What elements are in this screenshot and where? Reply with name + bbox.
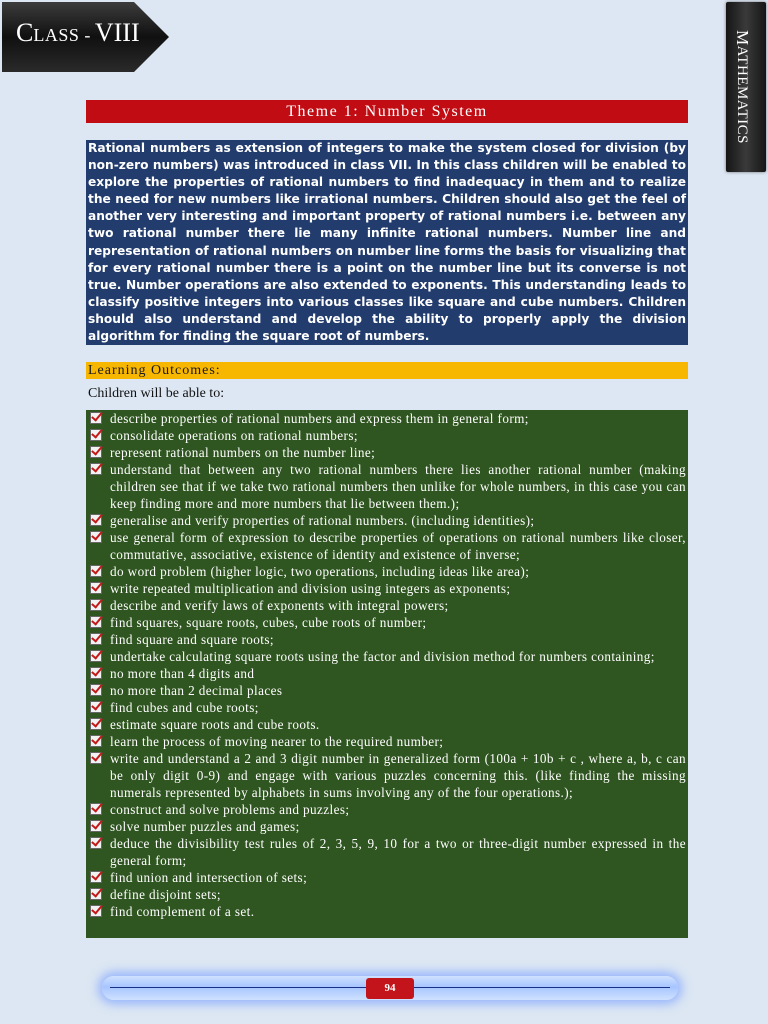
checkbox-icon <box>90 752 102 764</box>
outcome-text: write and understand a 2 and 3 digit number in generalized form (100a + 10b + c , where a, b, c can be only digit 0-9) and engage with various puzzles concerning this. (like finding the missing numerals represented by alphabets in sums involving any of the four operations.); <box>110 751 686 800</box>
outcome-text: find squares, square roots, cubes, cube roots of number; <box>110 615 427 630</box>
checkbox-icon <box>90 412 102 424</box>
outcome-text: describe properties of rational numbers and express them in general form; <box>110 411 529 426</box>
checkbox-icon <box>90 650 102 662</box>
outcome-item <box>90 614 686 631</box>
learning-outcomes-list <box>86 410 688 938</box>
checkbox-icon <box>90 633 102 645</box>
outcome-text: consolidate operations on rational numbers; <box>110 428 358 443</box>
outcome-item <box>90 903 686 920</box>
checkbox-icon <box>90 888 102 900</box>
outcome-item <box>90 580 686 597</box>
outcome-item <box>90 512 686 529</box>
outcome-list <box>90 410 686 920</box>
outcome-text: undertake calculating square roots using the factor and division method for numbers containing; <box>110 649 655 664</box>
outcome-text: no more than 2 decimal places <box>110 683 283 698</box>
outcome-item <box>90 648 686 665</box>
learning-outcomes-lead: Children will be able to: <box>88 386 225 401</box>
outcome-item <box>90 597 686 614</box>
checkbox-icon <box>90 429 102 441</box>
outcome-text: do word problem (higher logic, two operations, including ideas like area); <box>110 564 530 579</box>
intro-paragraph: Rational numbers as extension of integers to make the system closed for division (by non-zero numbers) was introduced in class VII. In this class children will be enabled to explore the properties of rational numbers to find inadequacy in them and to realize the need for new numbers like irrational numbers. Children should also get the feel of another very interesting and important property of rational numbers i.e. between any two rational number there lie many infinite rational numbers. Number line and representation of rational numbers on number line forms the basis for visualizing that for every rational number there is a point on the number line but its converse is not true. Number operations are also extended to exponents. This understanding leads to classify positive integers into various classes like square and cube numbers. Children should also understand and develop the ability to properly apply the division algorithm for finding the square root of numbers. <box>88 141 686 344</box>
outcome-item <box>90 631 686 648</box>
checkbox-icon <box>90 565 102 577</box>
class-number: VIII <box>94 18 140 47</box>
outcome-text: find complement of a set. <box>110 904 255 919</box>
outcome-item <box>90 801 686 818</box>
outcome-item <box>90 427 686 444</box>
checkbox-icon <box>90 905 102 917</box>
outcome-text: solve number puzzles and games; <box>110 819 300 834</box>
outcome-item <box>90 410 686 427</box>
outcome-text: find square and square roots; <box>110 632 274 647</box>
outcome-text: find union and intersection of sets; <box>110 870 308 885</box>
outcome-item <box>90 716 686 733</box>
checkbox-icon <box>90 582 102 594</box>
checkbox-icon <box>90 616 102 628</box>
checkbox-icon <box>90 667 102 679</box>
class-label: CLASS - VIII <box>16 18 140 47</box>
outcome-text: generalise and verify properties of rational numbers. (including identities); <box>110 513 535 528</box>
outcome-item <box>90 886 686 903</box>
outcome-text: define disjoint sets; <box>110 887 221 902</box>
theme-title: Theme 1: Number System <box>86 100 688 123</box>
subject-label: MATHEMATICS <box>733 30 752 144</box>
outcome-item <box>90 444 686 461</box>
checkbox-icon <box>90 531 102 543</box>
outcome-item <box>90 818 686 835</box>
checkbox-icon <box>90 871 102 883</box>
outcome-text: describe and verify laws of exponents with integral powers; <box>110 598 449 613</box>
checkbox-icon <box>90 803 102 815</box>
outcome-text: construct and solve problems and puzzles; <box>110 802 350 817</box>
outcome-text: learn the process of moving nearer to the required number; <box>110 734 444 749</box>
outcome-text: use general form of expression to describe properties of operations on rational numbers like closer, commutative, associative, existence of identity and existence of inverse; <box>110 530 686 562</box>
outcome-text: write repeated multiplication and division using integers as exponents; <box>110 581 511 596</box>
outcome-text: find cubes and cube roots; <box>110 700 259 715</box>
checkbox-icon <box>90 718 102 730</box>
outcome-item <box>90 699 686 716</box>
outcome-item <box>90 835 686 869</box>
subject-tab <box>726 2 766 172</box>
outcome-text: understand that between any two rational numbers there lies another rational number (making children see that if we take two rational numbers then unlike for whole numbers, in this case you can keep finding more and more numbers that lie between them.); <box>110 462 686 511</box>
outcome-text: represent rational numbers on the number line; <box>110 445 376 460</box>
outcome-item <box>90 529 686 563</box>
page-number: 94 <box>366 978 414 999</box>
learning-outcomes-heading: Learning Outcomes: <box>86 362 688 379</box>
checkbox-icon <box>90 684 102 696</box>
checkbox-icon <box>90 735 102 747</box>
outcome-item <box>90 563 686 580</box>
outcome-text: deduce the divisibility test rules of 2, 3, 5, 9, 10 for a two or three-digit number expressed in the general form; <box>110 836 686 868</box>
checkbox-icon <box>90 463 102 475</box>
checkbox-icon <box>90 701 102 713</box>
outcome-item <box>90 665 686 682</box>
checkbox-icon <box>90 514 102 526</box>
outcome-item <box>90 869 686 886</box>
checkbox-icon <box>90 599 102 611</box>
outcome-item <box>90 733 686 750</box>
checkbox-icon <box>90 820 102 832</box>
outcome-item <box>90 461 686 512</box>
outcome-text: no more than 4 digits and <box>110 666 255 681</box>
outcome-item <box>90 750 686 801</box>
outcome-item <box>90 682 686 699</box>
checkbox-icon <box>90 837 102 849</box>
class-badge <box>2 2 170 72</box>
checkbox-icon <box>90 446 102 458</box>
outcome-text: estimate square roots and cube roots. <box>110 717 320 732</box>
